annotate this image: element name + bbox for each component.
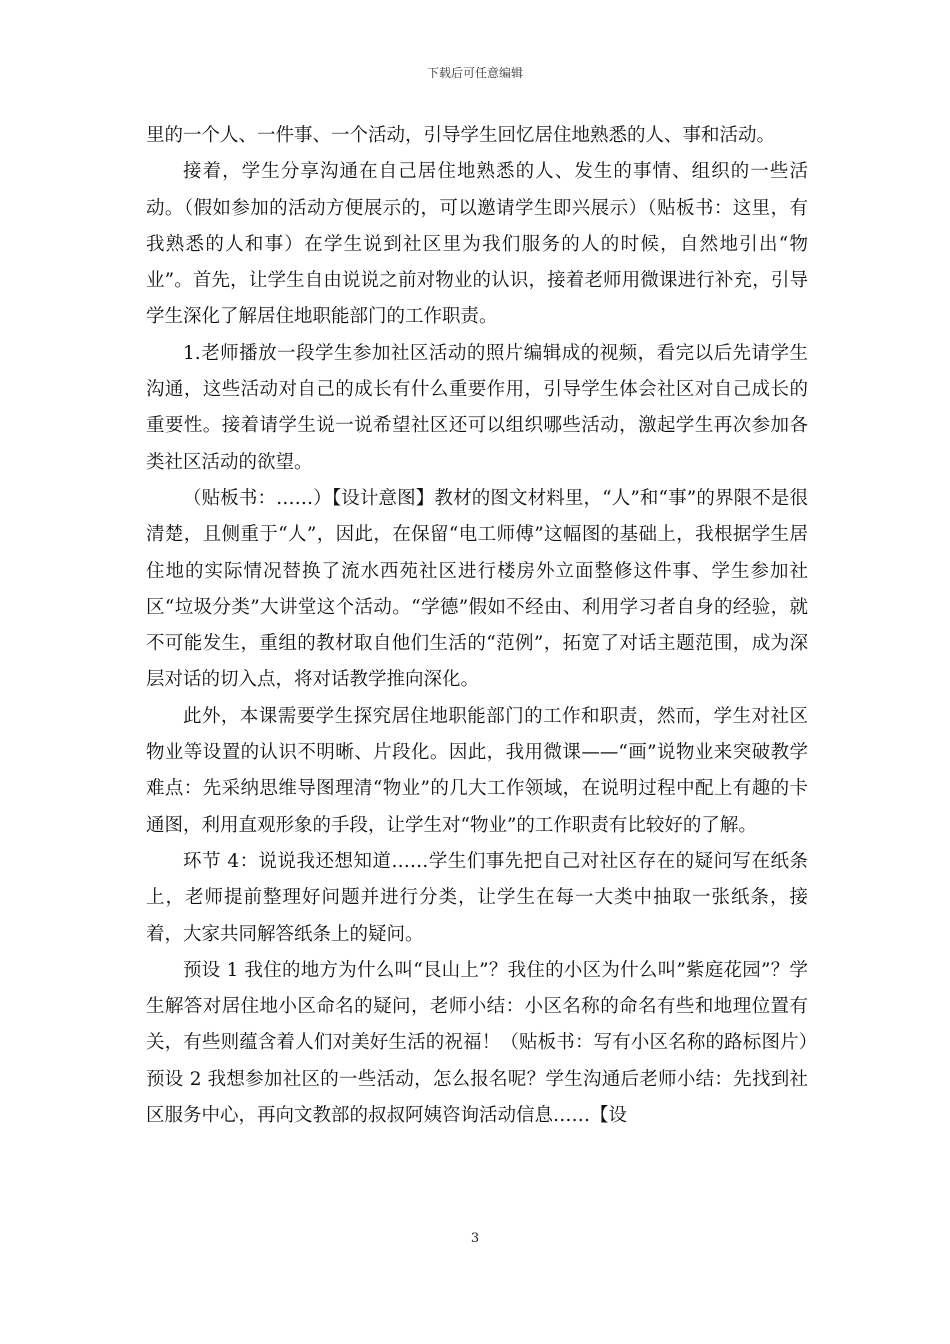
paragraph-2: 接着，学生分享沟通在自己居住地熟悉的人、发生的事情、组织的一些活动。（假如参加的活动方便展示的，可以邀请学生即兴展示）（贴板书：这里，有我熟悉的人和事）在学生说到社区里为我们服务的人的时候，自然地引出“物业”。首先，让学生自由说说之前对物业的认识，接着老师用微课进行补充，引导学生深化了解居住地职能部门的工作职责。	[146, 161, 808, 328]
paragraph-4: （贴板书：……）【设计意图】教材的图文材料里，“人”和“事”的界限不是很清楚，且侧重于“人”，因此，在保留“电工师傅”这幅图的基础上，我根据学生居住地的实际情况替换了流水西苑社区进行楼房外立面整修这件事、学生参加社区“垃圾分类”大讲堂这个活动。“学德”假如不经由、利用学习者自身的经验，就不可能发生，重组的教材取自他们生活的“范例”，拓宽了对话主题范围，成为深层对话的切入点，将对话教学推向深化。	[146, 487, 808, 691]
paragraph-3: 1.老师播放一段学生参加社区活动的照片编辑成的视频，看完以后先请学生沟通，这些活动对自己的成长有什么重要作用，引导学生体会社区对自己成长的重要性。接着请学生说一说希望社区还可以组织哪些活动，激起学生再次参加各类社区活动的欲望。	[146, 342, 808, 473]
paragraph-7: 预设 1 我住的地方为什么叫“艮山上”？我住的小区为什么叫”紫庭花园”？学生解答对居住地小区命名的疑问，老师小结：小区名称的命名有些和地理位置有关，有些则蕴含着人们对美好生活的祝福！（贴板书：写有小区名称的路标图片）预设 2 我想参加社区的一些活动，怎么报名呢？学生沟通后老师小结：先找到社区服务中心，再向文教部的叔叔阿姨咨询活动信息……【设	[146, 959, 808, 1127]
paragraph-5: 此外，本课需要学生探究居住地职能部门的工作和职责，然而，学生对社区物业等设置的认识不明晰、片段化。因此，我用微课——“画”说物业来突破教学难点：先采纳思维导图理清“物业”的几大工作领域，在说明过程中配上有趣的卡通图，利用直观形象的手段，让学生对“物业”的工作职责有比较好的了解。	[146, 705, 808, 836]
paragraph-6: 环节 4：说说我还想知道……学生们事先把自己对社区存在的疑问写在纸条上，老师提前整理好问题并进行分类，让学生在每一大类中抽取一张纸条，接着，大家共同解答纸条上的疑问。	[146, 850, 808, 945]
page-header: 下载后可任意编辑	[426, 66, 523, 80]
page-number: 3	[470, 1231, 480, 1246]
document-body	[146, 118, 808, 1134]
paragraph-1: 里的一个人、一件事、一个活动，引导学生回忆居住地熟悉的人、事和活动。	[146, 125, 776, 146]
